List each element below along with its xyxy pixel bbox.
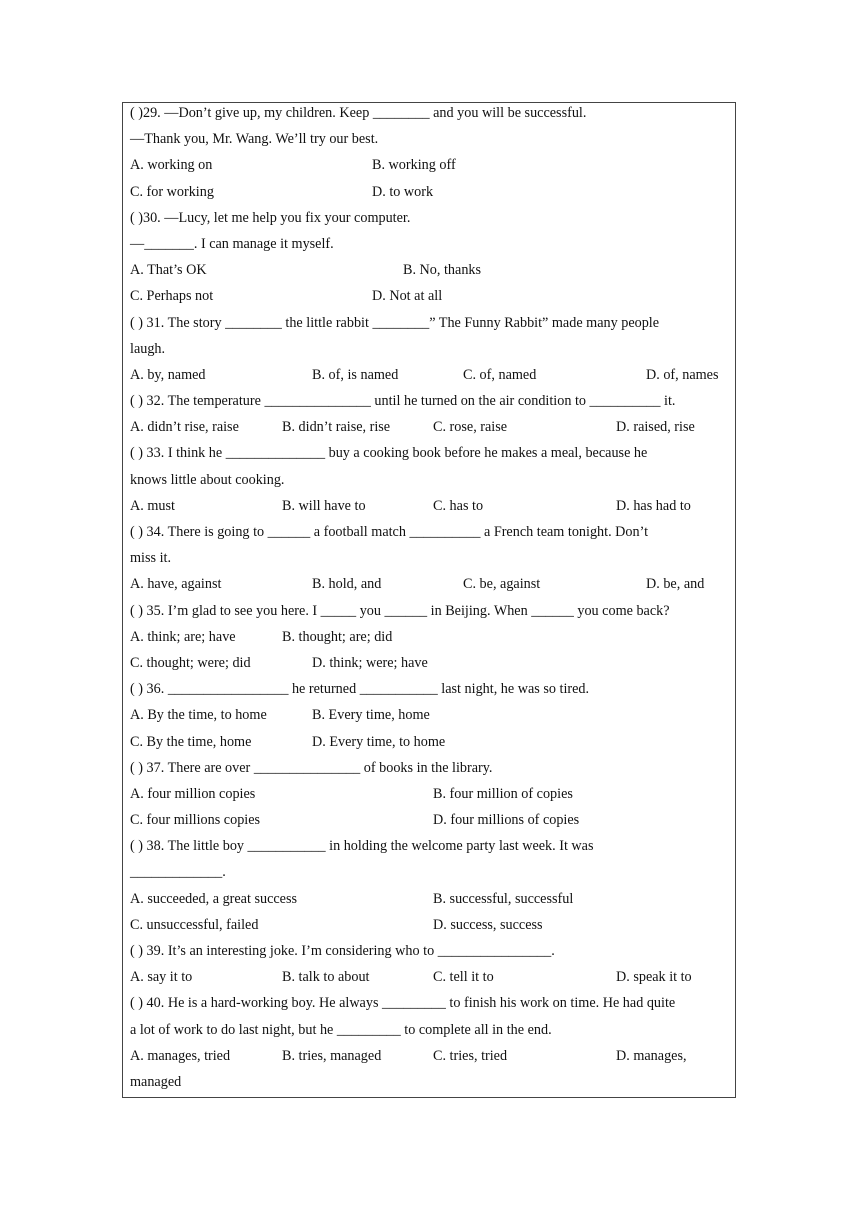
question-38-options-row2 (130, 912, 730, 938)
option-a: A. That’s OK (130, 262, 207, 279)
option-d: D. think; were; have (312, 654, 428, 671)
option-b: B. didn’t raise, rise (282, 419, 391, 436)
option-c: C. tell it to (433, 969, 494, 986)
question-37-stem: ( ) 37. There are over _______________ of books in the library. (130, 759, 493, 776)
question-34-options (130, 571, 730, 597)
option-c: C. be, against (463, 576, 541, 593)
question-29-options-row2 (130, 179, 730, 205)
option-a: A. working on (130, 157, 213, 174)
option-b: B. working off (372, 157, 456, 174)
option-d: D. Not at all (372, 288, 443, 305)
question-30-stem: ( )30. —Lucy, let me help you fix your computer. (130, 209, 411, 226)
option-c: C. rose, raise (433, 419, 508, 436)
option-a: A. four million copies (130, 785, 256, 802)
question-33-stem-cont: knows little about cooking. (130, 471, 285, 488)
option-b: B. No, thanks (403, 262, 482, 279)
question-38-stem: ( ) 38. The little boy ___________ in holding the welcome party last week. It was (130, 838, 594, 855)
question-31-stem-cont: laugh. (130, 340, 166, 357)
question-37-options-row1 (130, 781, 730, 807)
question-36-options-row1 (130, 702, 730, 728)
question-35-options-row2 (130, 650, 730, 676)
option-d: D. be, and (646, 576, 705, 593)
question-35-stem: ( ) 35. I’m glad to see you here. I _____ you ______ in Beijing. When ______ you come back? (130, 602, 670, 619)
option-a: A. didn’t rise, raise (130, 419, 239, 436)
question-40-option-d-cont: managed (130, 1073, 182, 1090)
option-c: C. thought; were; did (130, 654, 251, 671)
option-a: A. must (130, 497, 175, 514)
option-d: D. four millions of copies (433, 812, 580, 829)
option-a: A. think; are; have (130, 628, 236, 645)
option-d: D. Every time, to home (312, 733, 446, 750)
question-39-options (130, 964, 730, 990)
option-c: C. four millions copies (130, 812, 261, 829)
question-40-stem: ( ) 40. He is a hard-working boy. He always _________ to finish his work on time. He had quite (130, 995, 676, 1012)
option-b: B. talk to about (282, 969, 370, 986)
option-d: D. of, names (646, 366, 719, 383)
question-32-stem: ( ) 32. The temperature _______________ until he turned on the air condition to __________ it. (130, 393, 676, 410)
question-list (130, 100, 730, 1095)
option-b: B. hold, and (312, 576, 382, 593)
question-38-options-row1 (130, 886, 730, 912)
question-38-stem-cont: _____________. (130, 864, 226, 881)
option-b: B. Every time, home (312, 707, 430, 724)
question-31-stem: ( ) 31. The story ________ the little rabbit ________” The Funny Rabbit” made many people (130, 314, 660, 331)
option-b: B. will have to (282, 497, 366, 514)
question-37-options-row2 (130, 807, 730, 833)
option-c: C. tries, tried (433, 1047, 508, 1064)
option-b: B. tries, managed (282, 1047, 382, 1064)
option-b: B. thought; are; did (282, 628, 393, 645)
option-b: B. of, is named (312, 366, 399, 383)
question-29-reply: —Thank you, Mr. Wang. We’ll try our best. (130, 131, 379, 148)
option-c: C. Perhaps not (130, 288, 214, 305)
option-a: A. manages, tried (130, 1047, 231, 1064)
option-a: A. By the time, to home (130, 707, 267, 724)
question-35-options-row1 (130, 624, 730, 650)
question-30-options-row2 (130, 283, 730, 309)
question-36-options-row2 (130, 729, 730, 755)
option-d: D. raised, rise (616, 419, 695, 436)
question-30-reply: —_______. I can manage it myself. (130, 235, 334, 252)
option-c: C. has to (433, 497, 484, 514)
option-d: D. success, success (433, 916, 543, 933)
question-31-options (130, 362, 730, 388)
question-40-stem-cont: a lot of work to do last night, but he _________ to complete all in the end. (130, 1021, 552, 1038)
question-40-options (130, 1043, 730, 1069)
option-b: B. four million of copies (433, 785, 573, 802)
question-32-options (130, 414, 730, 440)
question-29-stem: ( )29. —Don’t give up, my children. Keep ________ and you will be successful. (130, 105, 587, 121)
option-d: D. manages, (616, 1047, 687, 1064)
option-c: C. By the time, home (130, 733, 252, 750)
question-39-stem: ( ) 39. It’s an interesting joke. I’m considering who to ________________. (130, 943, 555, 959)
question-36-stem: ( ) 36. _________________ he returned ___________ last night, he was so tired. (130, 681, 590, 698)
question-33-stem: ( ) 33. I think he ______________ buy a cooking book before he makes a meal, because he (130, 445, 648, 462)
option-a: A. say it to (130, 969, 193, 986)
option-c: C. of, named (463, 366, 537, 383)
option-a: A. by, named (130, 366, 206, 383)
option-a: A. succeeded, a great success (130, 890, 298, 907)
option-d: D. speak it to (616, 969, 692, 986)
question-29-options-row1 (130, 152, 730, 178)
option-a: A. have, against (130, 576, 222, 593)
option-c: C. unsuccessful, failed (130, 916, 259, 933)
option-b: B. successful, successful (433, 890, 574, 907)
question-30-options-row1 (130, 257, 730, 283)
option-c: C. for working (130, 183, 214, 200)
question-34-stem-cont: miss it. (130, 550, 171, 567)
question-34-stem: ( ) 34. There is going to ______ a football match __________ a French team tonight. Don’t (130, 524, 649, 540)
option-d: D. to work (372, 183, 434, 200)
option-d: D. has had to (616, 497, 691, 514)
question-33-options (130, 493, 730, 519)
